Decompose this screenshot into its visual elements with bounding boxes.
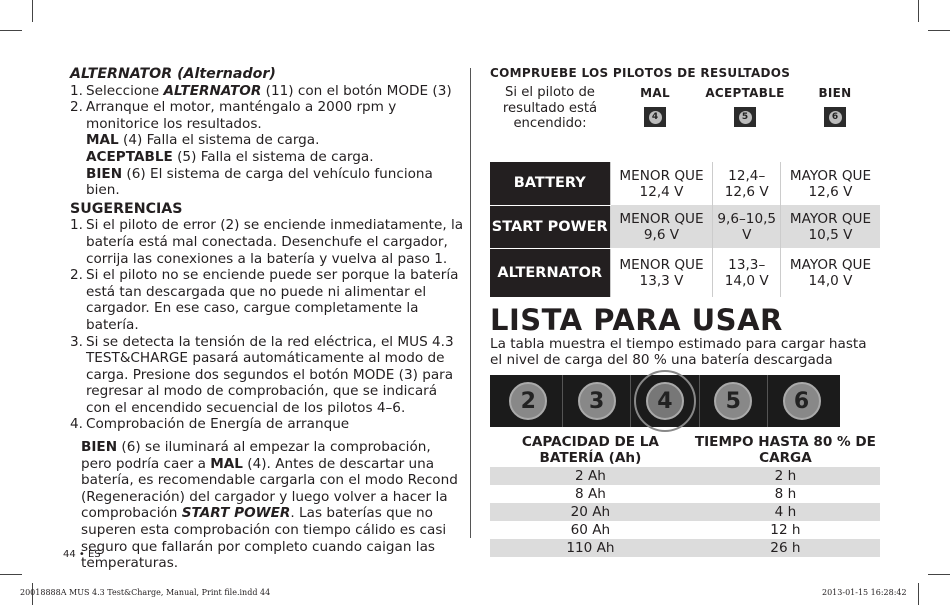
crop-mark <box>918 583 919 605</box>
text-part: (4). Antes de descartar una batería, es recomendable cargarla con el modo Recond (Regeneración) del cargador y luego volver a hacer la comprobación <box>81 455 458 522</box>
indicator-label: ACEPTABLE <box>705 86 785 100</box>
start-power-paragraph <box>70 439 465 572</box>
heading-paren: (Alternador) <box>177 66 276 82</box>
bar-separator <box>767 375 768 427</box>
led-number-bar <box>490 375 840 427</box>
indicator-mal <box>610 86 700 136</box>
tip-number: 4. <box>70 416 83 433</box>
results-row <box>490 248 880 297</box>
led-icon <box>824 107 846 127</box>
led-number-icon: 4 <box>646 382 684 420</box>
capacity-cell: 60 Ah <box>490 521 691 539</box>
indicator-intro: Si el piloto de resultado está encendido: <box>502 85 598 131</box>
capacity-row <box>490 539 880 557</box>
led-number-icon: 5 <box>714 382 752 420</box>
bar-separator <box>562 375 563 427</box>
column-divider <box>470 68 471 538</box>
results-row <box>490 205 880 248</box>
threshold-cell: 9,6–10,5 V <box>713 205 780 248</box>
label-bien: BIEN <box>86 165 123 182</box>
led-icon <box>734 107 756 127</box>
indicator-label: BIEN <box>818 86 852 100</box>
crop-mark <box>0 30 22 31</box>
tip-number: 1. <box>70 217 83 234</box>
crop-mark <box>918 0 919 22</box>
label-start-power: START POWER <box>181 505 291 522</box>
text-part: (5) Falla el sistema de carga. <box>172 148 374 165</box>
threshold-cell: 12,4–12,6 V <box>713 162 780 205</box>
tip-number: 3. <box>70 333 83 350</box>
time-header: TIEMPO HASTA 80 % DE CARGA <box>691 434 880 467</box>
step-number: 2. <box>70 99 83 116</box>
crop-mark <box>928 574 950 575</box>
tip-item <box>70 267 465 333</box>
crop-mark <box>928 30 950 31</box>
tip-text: Si el piloto de error (2) se enciende inmediatamente, la batería está mal conectada. Desenchufe el cargador, corrija las conexiones a la batería y vuelva al paso 1. <box>86 217 464 267</box>
result-bien <box>70 166 465 199</box>
check-title: COMPRUEBE LOS PILOTOS DE RESULTADOS <box>490 66 791 80</box>
alternator-heading <box>70 66 465 83</box>
instructions-column <box>70 66 465 572</box>
capacity-row <box>490 521 880 539</box>
threshold-cell: MENOR QUE 12,4 V <box>610 162 713 205</box>
suggestions-heading: SUGERENCIAS <box>70 200 183 217</box>
indicator-aceptable <box>700 86 790 136</box>
label-bien: BIEN <box>81 439 118 456</box>
led-number-icon: 2 <box>509 382 547 420</box>
capacity-cell: 110 Ah <box>490 539 691 557</box>
time-cell: 26 h <box>691 539 880 557</box>
step-text <box>86 83 465 100</box>
results-column <box>490 66 880 557</box>
tip-text: Si el piloto no se enciende puede ser porque la batería está tan descargada que no puede ni alimentar el cargador. En ese caso, cargue completamente la batería. <box>86 267 459 333</box>
step-text: Arranque el motor, manténgalo a 2000 rpm y monitorice los resultados. <box>86 99 397 132</box>
text-part-bold: ALTERNATOR <box>163 82 262 99</box>
led-number: 5 <box>739 111 752 124</box>
capacity-header: CAPACIDAD DE LA BATERÍA (Ah) <box>490 434 691 467</box>
crop-mark <box>0 574 22 575</box>
capacity-row <box>490 485 880 503</box>
step-number: 1. <box>70 82 83 99</box>
results-row <box>490 162 880 205</box>
indicator-bien <box>790 86 880 136</box>
led-icon <box>644 107 666 127</box>
result-aceptable <box>70 149 465 166</box>
led-number-icon: 3 <box>578 382 616 420</box>
tip-item <box>70 217 465 267</box>
time-cell: 8 h <box>691 485 880 503</box>
print-file-slug: 20018888A MUS 4.3 Test&Charge, Manual, Print file.indd 44 <box>20 588 271 597</box>
led-step <box>702 375 764 427</box>
led-number: 4 <box>649 111 662 124</box>
step-1 <box>70 83 465 100</box>
capacity-row <box>490 503 880 521</box>
ready-title: LISTA PARA USAR <box>490 302 783 337</box>
text-part: (4) Falla el sistema de carga. <box>118 132 320 149</box>
highlight-ring <box>634 370 696 432</box>
led-number-icon: 6 <box>783 382 821 420</box>
tip-text: Si se detecta la tensión de la red eléctrica, el MUS 4.3 TEST&CHARGE pasará automáticamente al modo de carga. Presione dos segundos el botón MODE (3) para regresar al modo de comprobación, que se indicará con el encendido secuencial de los pilotos 4–6. <box>86 333 454 416</box>
time-cell: 2 h <box>691 467 880 485</box>
capacity-cell: 20 Ah <box>490 503 691 521</box>
step-2 <box>70 99 465 132</box>
indicator-row <box>490 86 880 136</box>
threshold-cell: MAYOR QUE 10,5 V <box>780 205 880 248</box>
threshold-cell: MAYOR QUE 12,6 V <box>780 162 880 205</box>
threshold-cell: MAYOR QUE 14,0 V <box>780 248 880 297</box>
print-date: 2013-01-15 16:28:42 <box>822 588 907 597</box>
tip-item <box>70 416 465 433</box>
indicator-label: MAL <box>640 86 670 100</box>
bar-separator <box>630 375 631 427</box>
led-step <box>566 375 628 427</box>
text-part: Seleccione <box>86 82 164 99</box>
text-part: (6) El sistema de carga del vehículo funciona bien. <box>86 165 433 199</box>
text-part: . Las baterías que no superen esta comprobación con tiempo cálido es casi seguro que fallarán por completo cuando caigan las temperaturas. <box>81 505 447 572</box>
time-cell: 12 h <box>691 521 880 539</box>
led-step <box>497 375 559 427</box>
page-number: 44 • ES <box>63 549 101 560</box>
tips-list <box>70 217 465 433</box>
bar-separator <box>699 375 700 427</box>
capacity-row <box>490 467 880 485</box>
tip-item <box>70 334 465 417</box>
led-step <box>634 375 696 427</box>
led-number: 6 <box>829 111 842 124</box>
test-mode-cell: START POWER <box>490 205 610 248</box>
threshold-cell: MENOR QUE 9,6 V <box>610 205 713 248</box>
results-table <box>490 162 880 298</box>
heading-main: ALTERNATOR <box>70 66 173 82</box>
capacity-cell: 2 Ah <box>490 467 691 485</box>
test-mode-cell: BATTERY <box>490 162 610 205</box>
led-step <box>771 375 833 427</box>
time-cell: 4 h <box>691 503 880 521</box>
tip-number: 2. <box>70 267 83 284</box>
capacity-cell: 8 Ah <box>490 485 691 503</box>
text-part: (6) se iluminará al empezar la comprobación, pero podría caer a <box>81 439 431 472</box>
capacity-table <box>490 434 880 557</box>
label-mal: MAL <box>210 455 243 472</box>
ready-subtitle: La tabla muestra el tiempo estimado para cargar hasta el nivel de carga del 80 % una batería descargada <box>490 335 867 368</box>
label-mal: MAL <box>86 132 119 149</box>
result-mal <box>70 132 465 149</box>
threshold-cell: MENOR QUE 13,3 V <box>610 248 713 297</box>
label-aceptable: ACEPTABLE <box>86 148 173 165</box>
tip-text: Comprobación de Energía de arranque <box>86 416 350 433</box>
threshold-cell: 13,3–14,0 V <box>713 248 780 297</box>
test-mode-cell: ALTERNATOR <box>490 248 610 297</box>
crop-mark <box>32 0 33 22</box>
text-part: (11) con el botón MODE (3) <box>261 82 452 99</box>
